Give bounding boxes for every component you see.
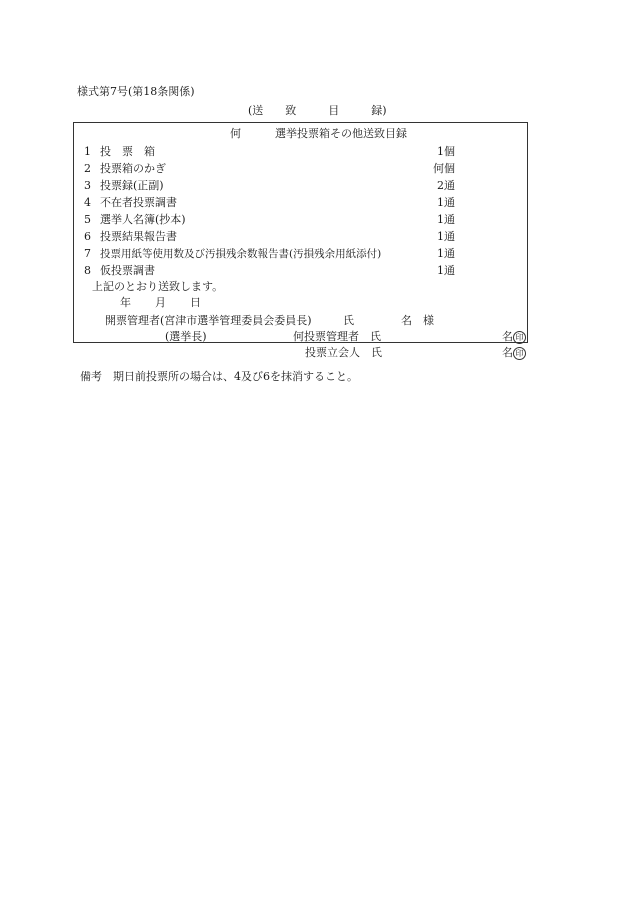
seal-icon: 印	[513, 331, 526, 344]
item-number: 4	[84, 196, 91, 209]
date-month: 月	[155, 296, 166, 309]
item-quantity: 1通	[437, 230, 455, 243]
item-quantity: 何個	[433, 162, 455, 175]
counting-manager-name-suffix: 名 様	[401, 314, 434, 327]
item-label: 選挙人名簿(抄本)	[100, 213, 186, 226]
counting-manager-name-prefix: 氏	[343, 314, 354, 327]
seal-icon: 印	[513, 347, 526, 360]
item-number: 2	[84, 162, 91, 175]
remark-note: 備考 期日前投票所の場合は、4及び6を抹消すること。	[80, 370, 358, 383]
form-number: 様式第7号(第18条関係)	[77, 85, 195, 98]
item-label: 投票録(正副)	[100, 179, 164, 192]
date-line	[120, 296, 201, 310]
item-quantity: 1通	[437, 196, 455, 209]
date-day: 日	[190, 296, 201, 309]
list-title	[230, 127, 407, 141]
poll-witness-label: 投票立会人 氏	[305, 346, 382, 359]
item-label: 投票箱のかぎ	[100, 162, 166, 175]
title-part: (送	[248, 104, 264, 117]
item-label: 投票結果報告書	[100, 230, 177, 243]
seal-name: 名	[502, 346, 513, 359]
polling-manager-seal	[502, 330, 526, 344]
item-number: 5	[84, 213, 91, 226]
item-quantity: 1通	[437, 264, 455, 277]
item-number: 8	[84, 264, 91, 277]
item-label: 不在者投票調書	[100, 196, 177, 209]
item-number: 7	[84, 247, 91, 260]
title-part: 録)	[371, 104, 387, 117]
counting-manager-label: 開票管理者(宮津市選挙管理委員会委員長)	[105, 314, 312, 327]
list-title-main: 選挙投票箱その他送致目録	[275, 127, 407, 140]
item-number: 1	[84, 145, 91, 158]
election-chief-label: (選挙長)	[165, 330, 207, 343]
item-number: 3	[84, 179, 91, 192]
date-year: 年	[120, 296, 131, 309]
item-number: 6	[84, 230, 91, 243]
item-quantity: 2通	[437, 179, 455, 192]
poll-witness-seal	[502, 346, 526, 360]
polling-manager-label: 何投票管理者 氏	[293, 330, 381, 343]
item-label: 仮投票調書	[100, 264, 155, 277]
title-part: 致	[285, 104, 297, 117]
item-label: 投票用紙等使用数及び汚損残余数報告書(汚損残余用紙添付)	[100, 248, 382, 260]
document-title	[248, 104, 387, 118]
item-quantity: 1個	[437, 145, 455, 158]
item-label: 投 票 箱	[100, 145, 155, 158]
title-part: 目	[328, 104, 340, 117]
item-quantity: 1通	[437, 247, 455, 260]
list-title-prefix: 何	[230, 127, 241, 140]
item-quantity: 1通	[437, 213, 455, 226]
seal-name: 名	[502, 330, 513, 343]
closing-statement: 上記のとおり送致します。	[92, 280, 224, 293]
